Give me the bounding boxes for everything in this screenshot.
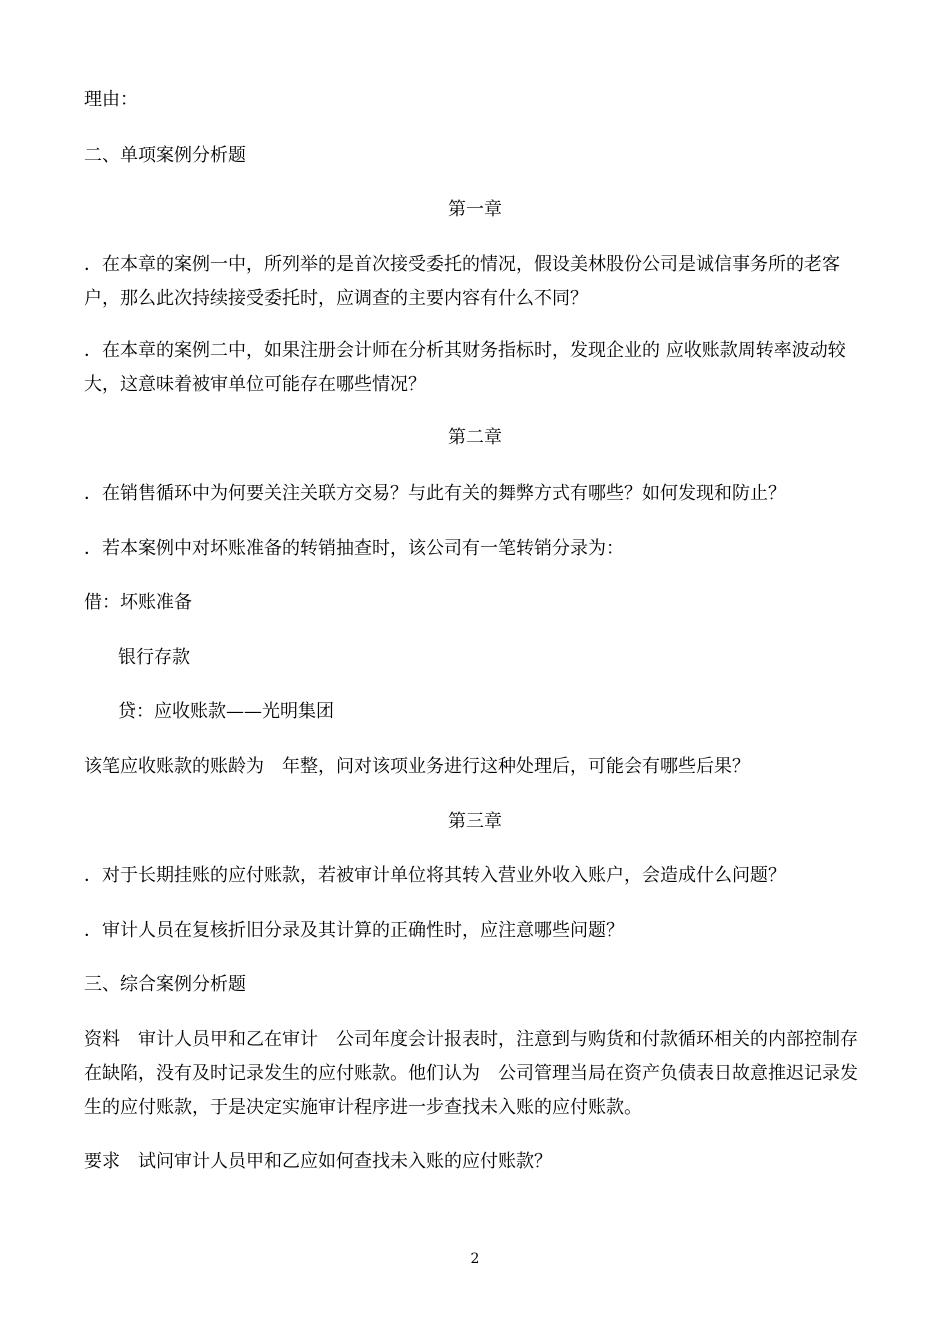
question-ch3-q2: ．审计人员在复核折旧分录及其计算的正确性时，应注意哪些问题？: [84, 920, 624, 941]
section-heading-comprehensive-case: 三、综合案例分析题: [84, 974, 246, 995]
question-ch2-q2-followup: 该笔应收账款的账龄为 年整，问对该项业务进行这种处理后，可能会有哪些后果？: [84, 756, 750, 777]
chapter-heading-2: 第二章: [448, 427, 502, 448]
chapter-heading-1: 第一章: [448, 199, 502, 220]
chapter-heading-3: 第三章: [448, 811, 502, 832]
journal-debit-bank-line: 银行存款: [118, 647, 190, 668]
question-ch3-q1: ．对于长期挂账的应付账款，若被审计单位将其转入营业外收入账户，会造成什么问题？: [84, 865, 786, 886]
journal-credit-line: 贷：应收账款——光明集团: [118, 701, 334, 722]
question-ch2-q2: ．若本案例中对坏账准备的转销抽查时，该公司有一笔转销分录为：: [84, 538, 624, 559]
case-material-paragraph: 资料 审计人员甲和乙在审计 公司年度会计报表时，注意到与购货和付款循环相关的内部控制存在缺陷，没有及时记录发生的应付账款。他们认为 公司管理当局在资产负债表日故意推迟记录发生的应付账款，于是决定实施审计程序进一步查找未入账的应付账款。: [84, 1029, 858, 1118]
section-heading-single-case: 二、单项案例分析题: [84, 145, 246, 166]
question-ch1-q2: ．在本章的案例二中，如果注册会计师在分析其财务指标时，发现企业的 应收账款周转率波动较大，这意味着被审单位可能存在哪些情况？: [84, 340, 846, 395]
case-requirement: 要求 试问审计人员甲和乙应如何查找未入账的应付账款？: [84, 1151, 552, 1172]
reason-label: 理由：: [84, 89, 138, 110]
page-number: 2: [470, 1251, 480, 1267]
question-ch1-q1: ．在本章的案例一中，所列举的是首次接受委托的情况，假设美林股份公司是诚信事务所的老客户，那么此次持续接受委托时，应调查的主要内容有什么不同？: [84, 254, 840, 309]
question-ch2-q1: ．在销售循环中为何要关注关联方交易？与此有关的舞弊方式有哪些？如何发现和防止？: [84, 483, 786, 504]
journal-debit-line: 借：坏账准备: [84, 592, 192, 613]
